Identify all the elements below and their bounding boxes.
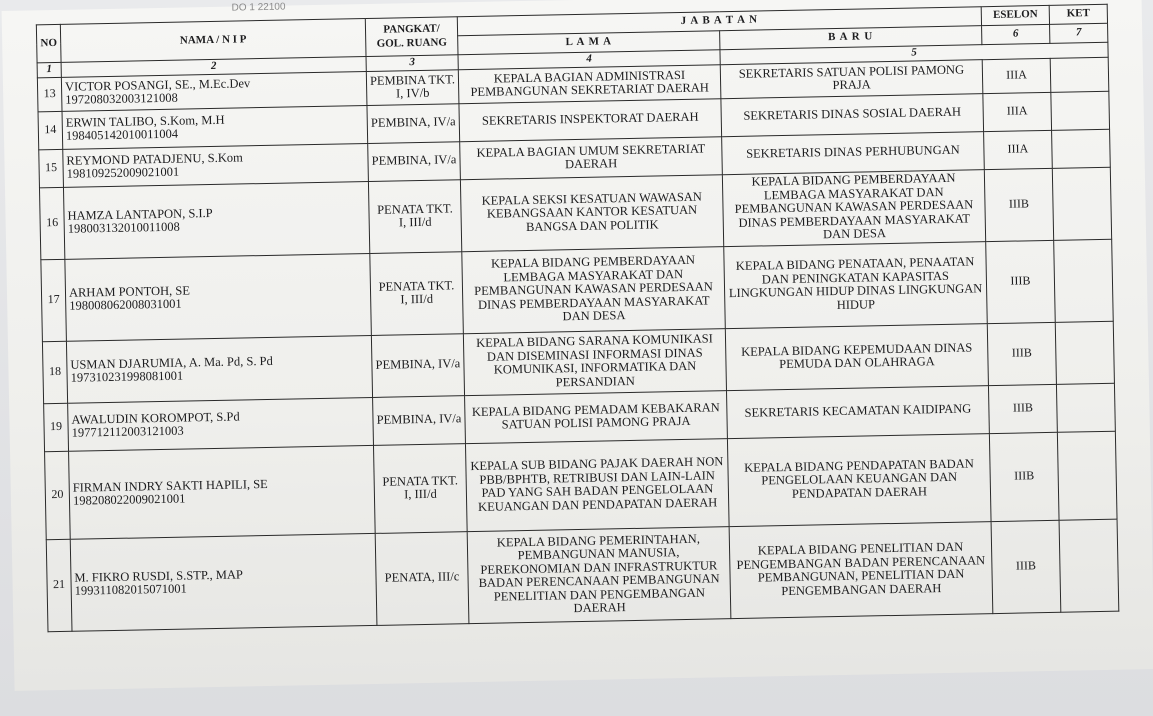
- row-jabatan-lama: KEPALA BIDANG PEMERINTAHAN, PEMBANGUNAN MANUSIA, PEREKONOMIAN DAN INFRASTRUKTUR BADAN PERENCANAAN PEMBANGUNAN PENELITIAN DAN PENGEMBANGAN DAERAH: [467, 526, 731, 623]
- row-jabatan-baru: SEKRETARIS KECAMATAN KAIDIPANG: [726, 385, 989, 438]
- row-pangkat: PENATA TKT. I, III/d: [373, 443, 467, 533]
- row-nip: 198405142010011004: [65, 126, 179, 143]
- row-jabatan-baru: KEPALA BIDANG PENELITIAN DAN PENGEMBANGAN BADAN PERENCANAAN PEMBANGUNAN, PENELITIAN DAN PENGEMBANGAN DAERAH: [729, 521, 993, 618]
- index-5: 5: [720, 42, 1108, 64]
- row-nip: 199311082015071001: [74, 581, 187, 598]
- stamp-text: DO 1 22100: [231, 1, 286, 14]
- row-nama-nip: [65, 253, 372, 341]
- row-nip: 197310231998081001: [70, 368, 184, 385]
- row-jabatan-baru: KEPALA BIDANG PENDAPATAN BADAN PENGELOLAAN KEUANGAN DAN PENDAPATAN DAERAH: [727, 433, 991, 526]
- row-nip: 197712112003121003: [71, 423, 184, 440]
- row-no: 16: [39, 187, 64, 259]
- row-eselon: IIIB: [984, 168, 1053, 241]
- header-nama: NAMA / N I P: [60, 19, 366, 63]
- row-nip: 198109252009021001: [66, 164, 180, 181]
- row-pangkat: PEMBINA, IV/a: [368, 141, 461, 181]
- row-jabatan-baru: SEKRETARIS SATUAN POLISI PAMONG PRAJA: [720, 59, 983, 98]
- row-nip: 198003132010011008: [67, 219, 180, 236]
- row-nama: VICTOR POSANGI, SE., M.Ec.Dev: [64, 75, 251, 94]
- row-eselon: IIIB: [989, 432, 1059, 521]
- row-nama: USMAN DJARUMIA, A. Ma. Pd, S. Pd: [70, 353, 273, 372]
- row-nip: 197208032003121008: [65, 90, 178, 107]
- row-pangkat: PEMBINA TKT. I, IV/b: [366, 69, 459, 105]
- row-pangkat: PENATA TKT. I, III/d: [368, 179, 461, 253]
- row-ket: [1052, 167, 1111, 240]
- header-no: NO: [36, 24, 61, 62]
- row-jabatan-baru: KEPALA BIDANG KEPEMUDAAN DINAS PEMUDA DAN OLAHRAGA: [725, 323, 988, 390]
- row-nama: REYMOND PATADJENU, S.Kom: [66, 149, 243, 168]
- mutation-table: [36, 1, 1119, 632]
- header-jabatan: J A B A T A N: [457, 7, 981, 36]
- row-ket: [1056, 383, 1115, 432]
- row-nama-nip: [62, 105, 368, 149]
- index-7: 7: [1050, 23, 1108, 43]
- row-jabatan-lama: KEPALA SUB BIDANG PAJAK DAERAH NON PBB/BPHTB, RETRIBUSI DAN LAIN-LAIN PAD YANG SAH BADAN PENGELOLAAN KEUANGAN DAN PENDAPATAN DAERAH: [465, 438, 729, 531]
- header-baru: B A R U: [720, 26, 982, 50]
- index-2: 2: [61, 57, 366, 77]
- row-jabatan-lama: KEPALA BIDANG PEMADAM KEBAKARAN SATUAN POLISI PAMONG PRAJA: [465, 390, 728, 443]
- row-nama-nip: [69, 445, 376, 539]
- row-pangkat: PEMBINA, IV/a: [373, 395, 466, 445]
- row-jabatan-lama: KEPALA SEKSI KESATUAN WAWASAN KEBANGSAAN KANTOR KESATUAN BANGSA DAN POLITIK: [460, 174, 723, 251]
- row-ket: [1055, 321, 1114, 384]
- row-nip: 198208022009021001: [72, 491, 186, 508]
- row-pangkat: PEMBINA, IV/a: [367, 103, 460, 143]
- row-ket: [1059, 519, 1119, 612]
- row-no: 14: [38, 111, 63, 149]
- row-nama-nip: [68, 397, 374, 451]
- row-no: 17: [41, 259, 67, 341]
- row-ket: [1052, 129, 1111, 168]
- index-4: 4: [458, 50, 720, 70]
- row-nama-nip: [63, 143, 369, 187]
- row-pangkat: PEMBINA, IV/a: [371, 333, 464, 397]
- row-eselon: IIIB: [986, 240, 1056, 323]
- row-ket: [1057, 431, 1117, 520]
- row-pangkat: PENATA TKT. I, III/d: [370, 251, 464, 335]
- index-6: 6: [982, 24, 1050, 44]
- row-nama-nip: [66, 335, 372, 403]
- row-eselon: IIIA: [984, 130, 1053, 169]
- row-nama: ERWIN TALIBO, S.Kom, M.H: [65, 112, 225, 130]
- row-nama: AWALUDIN KOROMPOT, S.Pd: [71, 409, 240, 427]
- row-eselon: IIIA: [982, 58, 1051, 93]
- row-no: 19: [44, 403, 69, 451]
- row-no: 18: [42, 341, 67, 403]
- index-1: 1: [37, 62, 61, 77]
- row-jabatan-lama: KEPALA BIDANG PEMBERDAYAAN LEMBAGA MASYARAKAT DAN PEMBANGUNAN KAWASAN PERDESAAN DINAS PEMBERDAYAAN MASYARAKAT DAN DESA: [462, 246, 726, 333]
- row-no: 21: [46, 539, 72, 631]
- row-eselon: IIIB: [987, 322, 1056, 385]
- row-pangkat: PENATA, III/c: [375, 531, 469, 625]
- row-jabatan-baru: SEKRETARIS DINAS SOSIAL DAERAH: [721, 93, 984, 136]
- header-lama: L A M A: [458, 31, 720, 55]
- row-jabatan-lama: KEPALA BAGIAN UMUM SEKRETARIAT DAERAH: [460, 136, 723, 179]
- header-pangkat: PANGKAT/ GOL. RUANG: [365, 17, 458, 57]
- row-jabatan-lama: KEPALA BAGIAN ADMINISTRASI PEMBANGUNAN SEKRETARIAT DAERAH: [458, 64, 721, 103]
- row-jabatan-baru: KEPALA BIDANG PEMBERDAYAAN LEMBAGA MASYARAKAT DAN PEMBANGUNAN KAWASAN PERDESAAN DINAS PEMBERDAYAAN MASYARAKAT DAN DESA: [722, 169, 985, 246]
- row-jabatan-lama: SEKRETARIS INSPEKTORAT DAERAH: [459, 98, 722, 141]
- header-eselon: ESELON: [981, 5, 1049, 25]
- row-no: 15: [39, 149, 64, 187]
- row-ket: [1051, 91, 1110, 130]
- row-jabatan-baru: SEKRETARIS DINAS PERHUBUNGAN: [722, 131, 985, 174]
- index-3: 3: [366, 55, 458, 71]
- row-no: 13: [37, 77, 62, 111]
- row-eselon: IIIB: [988, 384, 1057, 433]
- header-ket: KET: [1049, 4, 1107, 24]
- row-nama: ARHAM PONTOH, SE: [68, 282, 191, 300]
- row-nip: 198008062008031001: [69, 296, 182, 313]
- document-sheet: [2, 0, 1153, 691]
- row-nama: M. FIKRO RUSDI, S.STP., MAP: [74, 566, 244, 585]
- row-nama-nip: [70, 533, 377, 631]
- row-no: 20: [45, 451, 71, 539]
- row-jabatan-lama: KEPALA BIDANG SARANA KOMUNIKASI DAN DISEMINASI INFORMASI DINAS KOMUNIKASI, INFORMATIKA DAN PERSANDIAN: [463, 328, 726, 395]
- row-ket: [1050, 57, 1109, 92]
- row-jabatan-baru: KEPALA BIDANG PENATAAN, PENAATAN DAN PENINGKATAN KAPASITAS LINGKUNGAN HIDUP DINAS LINGKUNGAN HIDUP: [724, 241, 988, 328]
- row-nama: FIRMAN INDRY SAKTI HAPILI, SE: [72, 476, 268, 495]
- row-nama: HAMZA LANTAPON, S.I.P: [67, 205, 213, 223]
- row-ket: [1054, 239, 1114, 322]
- table-body: [37, 57, 1118, 631]
- row-eselon: IIIA: [983, 92, 1052, 131]
- row-eselon: IIIB: [991, 520, 1061, 613]
- table-row: [46, 519, 1119, 632]
- row-nama-nip: [63, 181, 369, 259]
